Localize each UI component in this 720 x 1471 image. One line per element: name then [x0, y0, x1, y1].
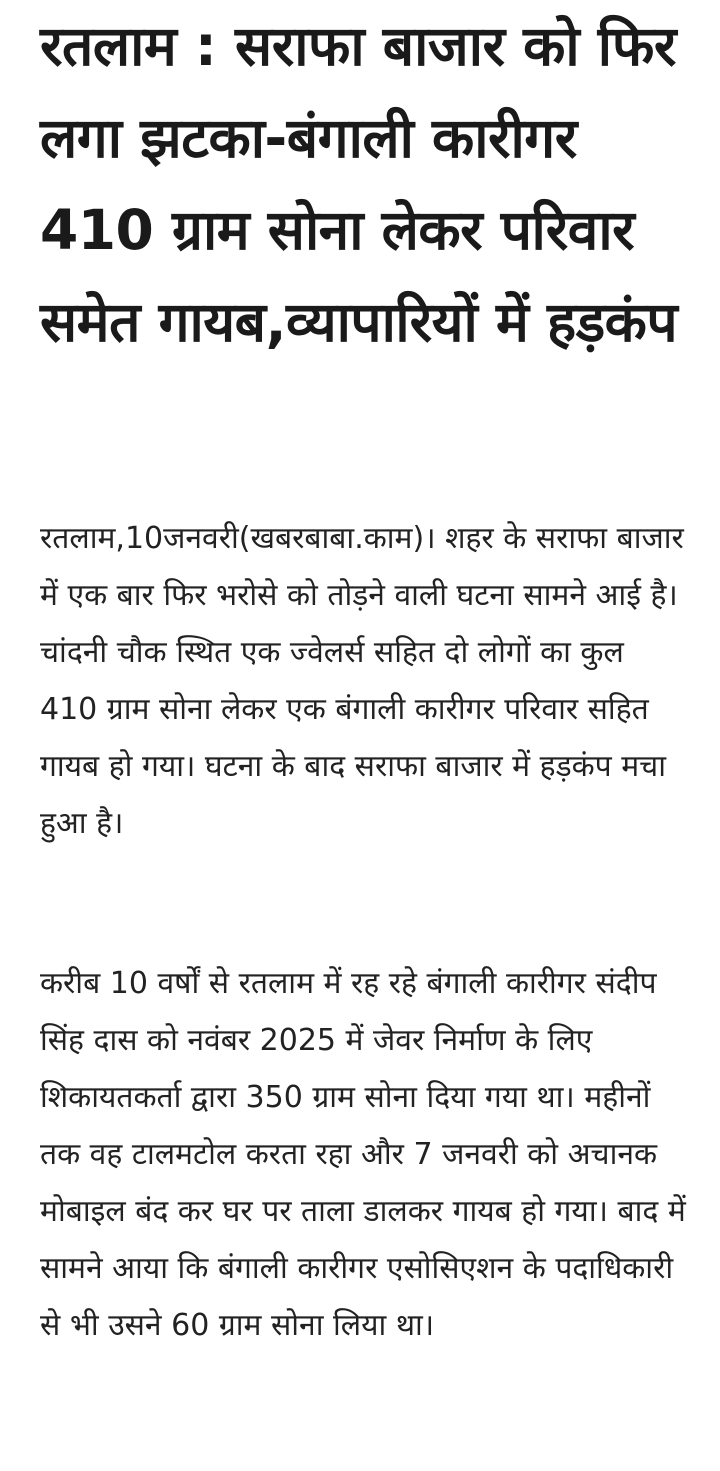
article-headline: रतलाम : सराफा बाजार को फिर लगा झटका-बंगाली कारीगर 410 ग्राम सोना लेकर परिवार समेत गायब,व्यापारियों में हड़कंप	[40, 14, 678, 354]
article-paragraph-1: रतलाम,10जनवरी(खबरबाबा.काम)। शहर के सराफा बाजार में एक बार फिर भरोसे को तोड़ने वाली घटना सामने आई है। चांदनी चौक स्थित एक ज्वेलर्स सहित दो लोगों का कुल 410 ग्राम सोना लेकर एक बंगाली कारीगर परिवार सहित गायब हो गया। घटना के बाद सराफा बाजार में हड़कंप मचा हुआ है।	[40, 521, 684, 841]
article-paragraph-2: करीब 10 वर्षों से रतलाम में रह रहे बंगाली कारीगर संदीप सिंह दास को नवंबर 2025 में जेवर निर्माण के लिए शिकायतकर्ता द्वारा 350 ग्राम सोना दिया गया था। महीनों तक वह टालमटोल करता रहा और 7 जनवरी को अचानक मोबाइल बंद कर घर पर ताला डालकर गायब हो गया। बाद में सामने आया कि बंगाली कारीगर एसोसिएशन के पदाधिकारी से भी उसने 60 ग्राम सोना लिया था।	[40, 966, 686, 1343]
